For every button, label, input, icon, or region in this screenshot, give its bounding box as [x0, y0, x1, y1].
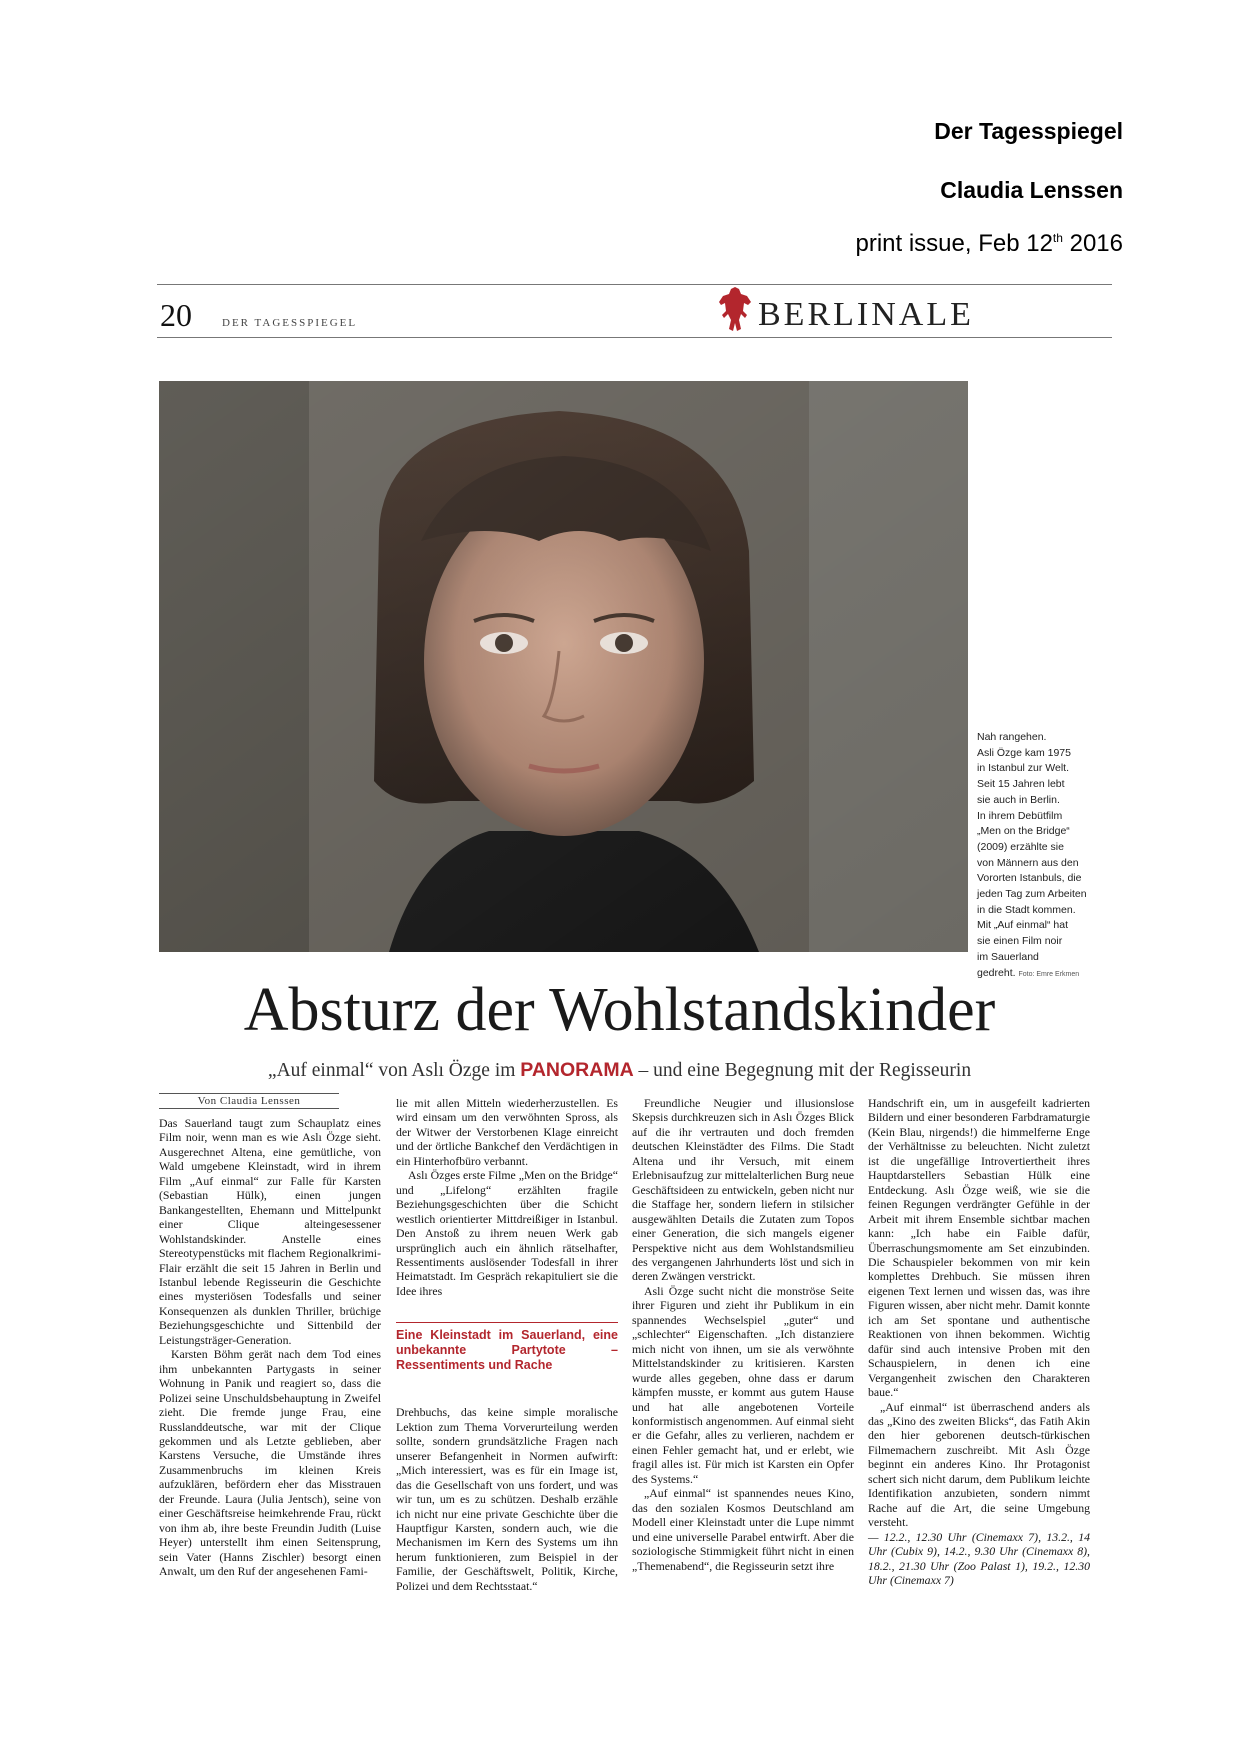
masthead-bottom-rule [157, 337, 1112, 338]
subhead-text: – und eine Begegnung mit der Regisseurin [633, 1060, 972, 1081]
caption-line: Nah rangehen. [977, 731, 1047, 743]
paragraph: „Auf einmal“ ist überraschend anders als das „Kino des zweiten Blicks“, das Fatih Akin den hier geborenen deutsch-türkischen Filmemachern zuschreibt. Mit Aslı Özge beginnt ein anderes Kino. Ihr Protagonist schert sich nicht darum, dem Publikum leichte Identifikation anzubieten, sondern nimmt Rache auf die Art, die seine Umgebung versteht. [868, 1399, 1090, 1530]
photo-credit: Foto: Emre Erkmen [1018, 970, 1080, 978]
author-name: Claudia Lenssen [940, 177, 1123, 203]
photo-caption [977, 730, 1122, 982]
paragraph: Asli Özge sucht nicht die monströse Seite ihrer Figuren und zieht ihr Publikum in ein spannendes Wechselspiel „guter“ und „schlechter“ Eigenschaften. „Ich distanziere mich nicht von ihnen, um sie als verwöhnte Mittelstandskinder zu kritisieren. Karsten wurde alles gegeben, ohne dass er darum kämpfen musste, er kommt aus gutem Hause und hat alle angebotenen Vorteile konformistisch angenommen. Auf einmal sieht er die Gefahr, alles zu verlieren, nachdem er einen Fehler gemacht hat, und er erlebt, wie fragil alles ist. Für mich ist Karsten ein Opfer des Systems.“ [632, 1283, 854, 1486]
issue-date-suffix: 2016 [1062, 230, 1123, 257]
paragraph: Das Sauerland taugt zum Schauplatz eines Film noir, wenn man es wie Aslı Özge sieht. Ausgerechnet Altena, eine gemütliche, von Wald umgebene Kleinstadt, wird in ihrem Film „Auf einmal“ zur Falle für Karsten (Sebastian Hülk), einen jungen Bankangestellten, Ehemann und Mittelpunkt einer Clique alteingesessener Wohlstandskinder. Anstelle eines Stereotypenstücks mit flachem Regionalkrimi-Flair erzählt die seit 15 Jahren in Berlin und Istanbul lebende Regisseurin die Geschichte eines mysteriösen Todesfalls und seiner Konsequenzen als dunklen Thriller, brüchige Beziehungsgeschichte und Sittenbild der Leistungsträger-Generation. [159, 1116, 381, 1347]
caption-line: gedreht. [977, 966, 1016, 979]
issue-date-prefix: print issue, Feb 12 [855, 230, 1053, 257]
portrait-illustration [159, 381, 968, 952]
article-column-2 [396, 1096, 618, 1593]
caption-line: (2009) erzählte sie [977, 840, 1064, 853]
caption-line: von Männern aus den [977, 856, 1079, 869]
article-column-3 [632, 1096, 854, 1573]
issue-date [855, 230, 1123, 258]
paper-name: DER TAGESSPIEGEL [222, 317, 358, 329]
paragraph: Handschrift ein, um in ausgefeilt kadrierten Bildern und einer besonderen Farbdramaturgie (Kein Blau, nirgends!) die himmelferne Enge der Verhältnisse zu beleuchten. Nicht zuletzt ist die ungefällige Introvertiertheit ihres Hauptdarstellers Sebastian Hülk eine Entdeckung. Aslı Özge weiß, wie sie die feinen Regungen verdrängter Gefühle in der Arbeit mit ihrem Ensemble sichtbar machen kann: „Ich habe ein Faible dafür, Überraschungsmomente am Set einzubinden. Die Schauspieler bekommen von mir kein komplettes Drehbuch. Sie müssen ihren eigenen Text lernen und wissen das, was ihre Figuren wissen, aber nicht mehr. Damit konnte ich am Set spontane und authentische Reaktionen von ihnen bekommen. Wichtig dafür sind auch intensive Proben mit den Schauspielern, in denen ich eine Vergangenheit zwischen den Charakteren baue.“ [868, 1096, 1090, 1400]
section-label: BERLINALE [758, 296, 974, 333]
article-headline: Absturz der Wohlstandskinder [243, 976, 996, 1044]
byline: Von Claudia Lenssen [159, 1093, 339, 1109]
caption-line: in Istanbul zur Welt. [977, 762, 1070, 775]
intertitle: Eine Kleinstadt im Sauerland, eine unbekannte Partytote – Ressentiments und Rache [396, 1322, 618, 1373]
caption-line: Asli Özge kam 1975 [977, 746, 1071, 759]
masthead-top-rule [157, 284, 1112, 285]
caption-line: sie auch in Berlin. [977, 793, 1060, 806]
paragraph: „Auf einmal“ ist spannendes neues Kino, das den sozialen Kosmos Deutschland am Modell einer Kleinstadt unter die Lupe nimmt und eine universelle Parabel entwirft. Aber die soziologische Stimmigkeit führt nicht in einen „Themenabend“, die Regisseurin setzt ihre [632, 1486, 854, 1573]
article-column-4 [868, 1096, 1090, 1587]
paragraph: Karsten Böhm gerät nach dem Tod eines ihm unbekannten Partygasts in seiner Wohnung in Panik und reagiert so, dass die Polizei seine Unschuldsbehauptung in Zweifel zieht. Die fremde junge Frau, eine Russlanddeutsche, war mit der Clique gekommen und als Letzte geblieben, aber Karstens Versuche, die Umstände ihres Zusammenbruchs im kleinen Kreis aufzuklären, befördern eher das Misstrauen der Freunde. Laura (Julia Jentsch), seine von einer Geschäftsreise heimkehrende Frau, rückt von ihm ab, ihre beste Freundin Judith (Luise Heyer) unterstellt ihm einen Seitensprung, sein Vater (Hanns Zischler) besorgt einen Anwalt, um den Ruf der angesehenen Fami- [159, 1347, 381, 1579]
article-column-1 [159, 1116, 381, 1579]
caption-line: jeden Tag zum Arbeiten [977, 888, 1087, 901]
caption-line: Vororten Istanbuls, die [977, 872, 1082, 885]
caption-line: sie einen Film noir [977, 935, 1063, 948]
page-number: 20 [160, 297, 192, 333]
publication-name: Der Tagesspiegel [934, 118, 1123, 144]
caption-line: Seit 15 Jahren lebt [977, 778, 1065, 791]
paragraph: Freundliche Neugier und illusionslose Skepsis durchkreuzen sich in Aslı Özges Blick auf die ihr vertrauten und doch fremden deutschen Kleinstädter des Films. Die Stadt Altena und ihr Versuch, mit einem Erlebnisaufzug zur mittelalterlichen Burg neue Geschäftsideen zu entwickeln, geben nicht nur die Staffage her, sondern liefern in stilsicher ausgewählten Details die Zutaten zum Topos einer Generation, die sich mangels eigener Perspektive nicht aus dem Wohlstandsmilieu des vergangenen Jahrhunderts löst und sich in deren Zwängen verstrickt. [632, 1096, 854, 1284]
caption-line: In ihrem Debütfilm [977, 809, 1063, 822]
article-subhead [0, 1059, 1239, 1082]
caption-line: „Men on the Bridge“ [977, 825, 1070, 838]
paragraph: Aslı Özges erste Filme „Men on the Bridge“ und „Lifelong“ erzählten fragile Beziehungsgeschichten über die Schicht westlich orientierter Mittdreißiger in Istanbul. Den Anstoß zu ihrem neuen Werk gab ursprünglich auch ein ähnlich rätselhafter, Ressentiments auslösender Todesfall in ihrer Heimatstadt. Im Gespräch rekapituliert sie die Idee ihres [396, 1168, 618, 1298]
paragraph: Drehbuchs, das keine simple moralische Lektion zum Thema Vorverurteilung werden sollte, sondern grundsätzliche Fragen nach unserer Befangenheit in Normen aufwirft: „Mich interessiert, was es für ein Image ist, das die Gesellschaft von uns fordert, und was wir tun, um es zu schützen. Deshalb erzähle ich nicht nur eine private Geschichte über die Hauptfigur Karsten, sondern auch, wie die Mechanismen im Kern des Systems um ihn herum funktionieren, zum Beispiel in der Familie, der Geschäftswelt, Politik, Kirche, Polizei und dem Rechtsstaat.“ [396, 1405, 618, 1593]
subhead-keyword: PANORAMA [520, 1059, 634, 1081]
caption-line: im Sauerland [977, 950, 1039, 963]
caption-line: Mit „Auf einmal“ hat [977, 919, 1069, 932]
screening-dates: — 12.2., 12.30 Uhr (Cinemaxx 7), 13.2., 14 Uhr (Cubix 9), 14.2., 9.30 Uhr (Cinemaxx 8), 18.2., 21.30 Uhr (Zoo Palast 1), 19.2., 12.30 Uhr (Cinemaxx 7) [868, 1529, 1090, 1587]
paragraph: lie mit allen Mitteln wiederherzustellen. Es wird einsam um den verwöhnten Spross, als der Witwer der Verstorbenen Klage einreicht und der örtliche Bankchef den Verdächtigen in ein Hinterhofbüro verbannt. [396, 1096, 618, 1168]
berlinale-bear-icon [717, 287, 753, 331]
issue-date-superscript: th [1052, 231, 1063, 245]
portrait-photo [159, 381, 968, 952]
subhead-text: „Auf einmal“ von Aslı Özge im [267, 1060, 521, 1081]
caption-line: in die Stadt kommen. [977, 903, 1076, 916]
